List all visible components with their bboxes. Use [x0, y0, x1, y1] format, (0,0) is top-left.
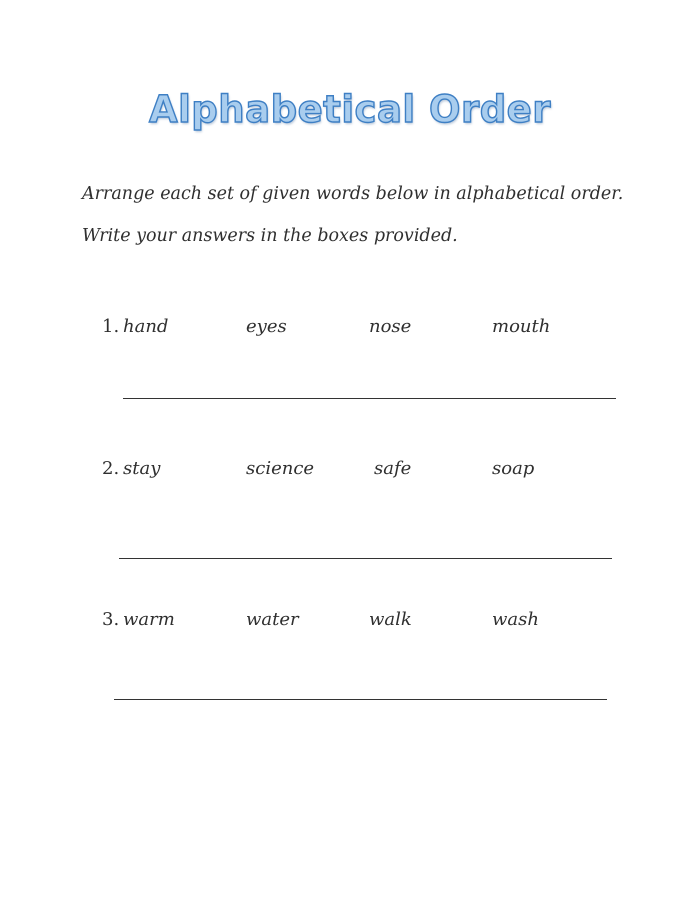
word-item: water: [246, 609, 299, 630]
word-item: nose: [369, 316, 412, 337]
answer-line[interactable]: [119, 558, 612, 559]
question-number: 1.: [102, 316, 120, 337]
word-item: wash: [492, 609, 539, 630]
answer-line[interactable]: [123, 398, 616, 399]
question-number: 2.: [102, 458, 120, 479]
question-number: 3.: [102, 609, 120, 630]
word-item: mouth: [492, 316, 551, 337]
instruction-line-2: Write your answers in the boxes provided.: [82, 226, 458, 246]
word-item: warm: [123, 609, 175, 630]
word-item: stay: [123, 458, 161, 479]
word-item: soap: [492, 458, 535, 479]
word-item: eyes: [246, 316, 287, 337]
word-item: science: [246, 458, 315, 479]
answer-line[interactable]: [114, 699, 607, 700]
worksheet-title: Alphabetical Order: [148, 88, 552, 131]
word-item: walk: [369, 609, 412, 630]
word-item: safe: [374, 458, 412, 479]
instruction-line-1: Arrange each set of given words below in alphabetical order.: [82, 184, 624, 204]
word-item: hand: [123, 316, 169, 337]
